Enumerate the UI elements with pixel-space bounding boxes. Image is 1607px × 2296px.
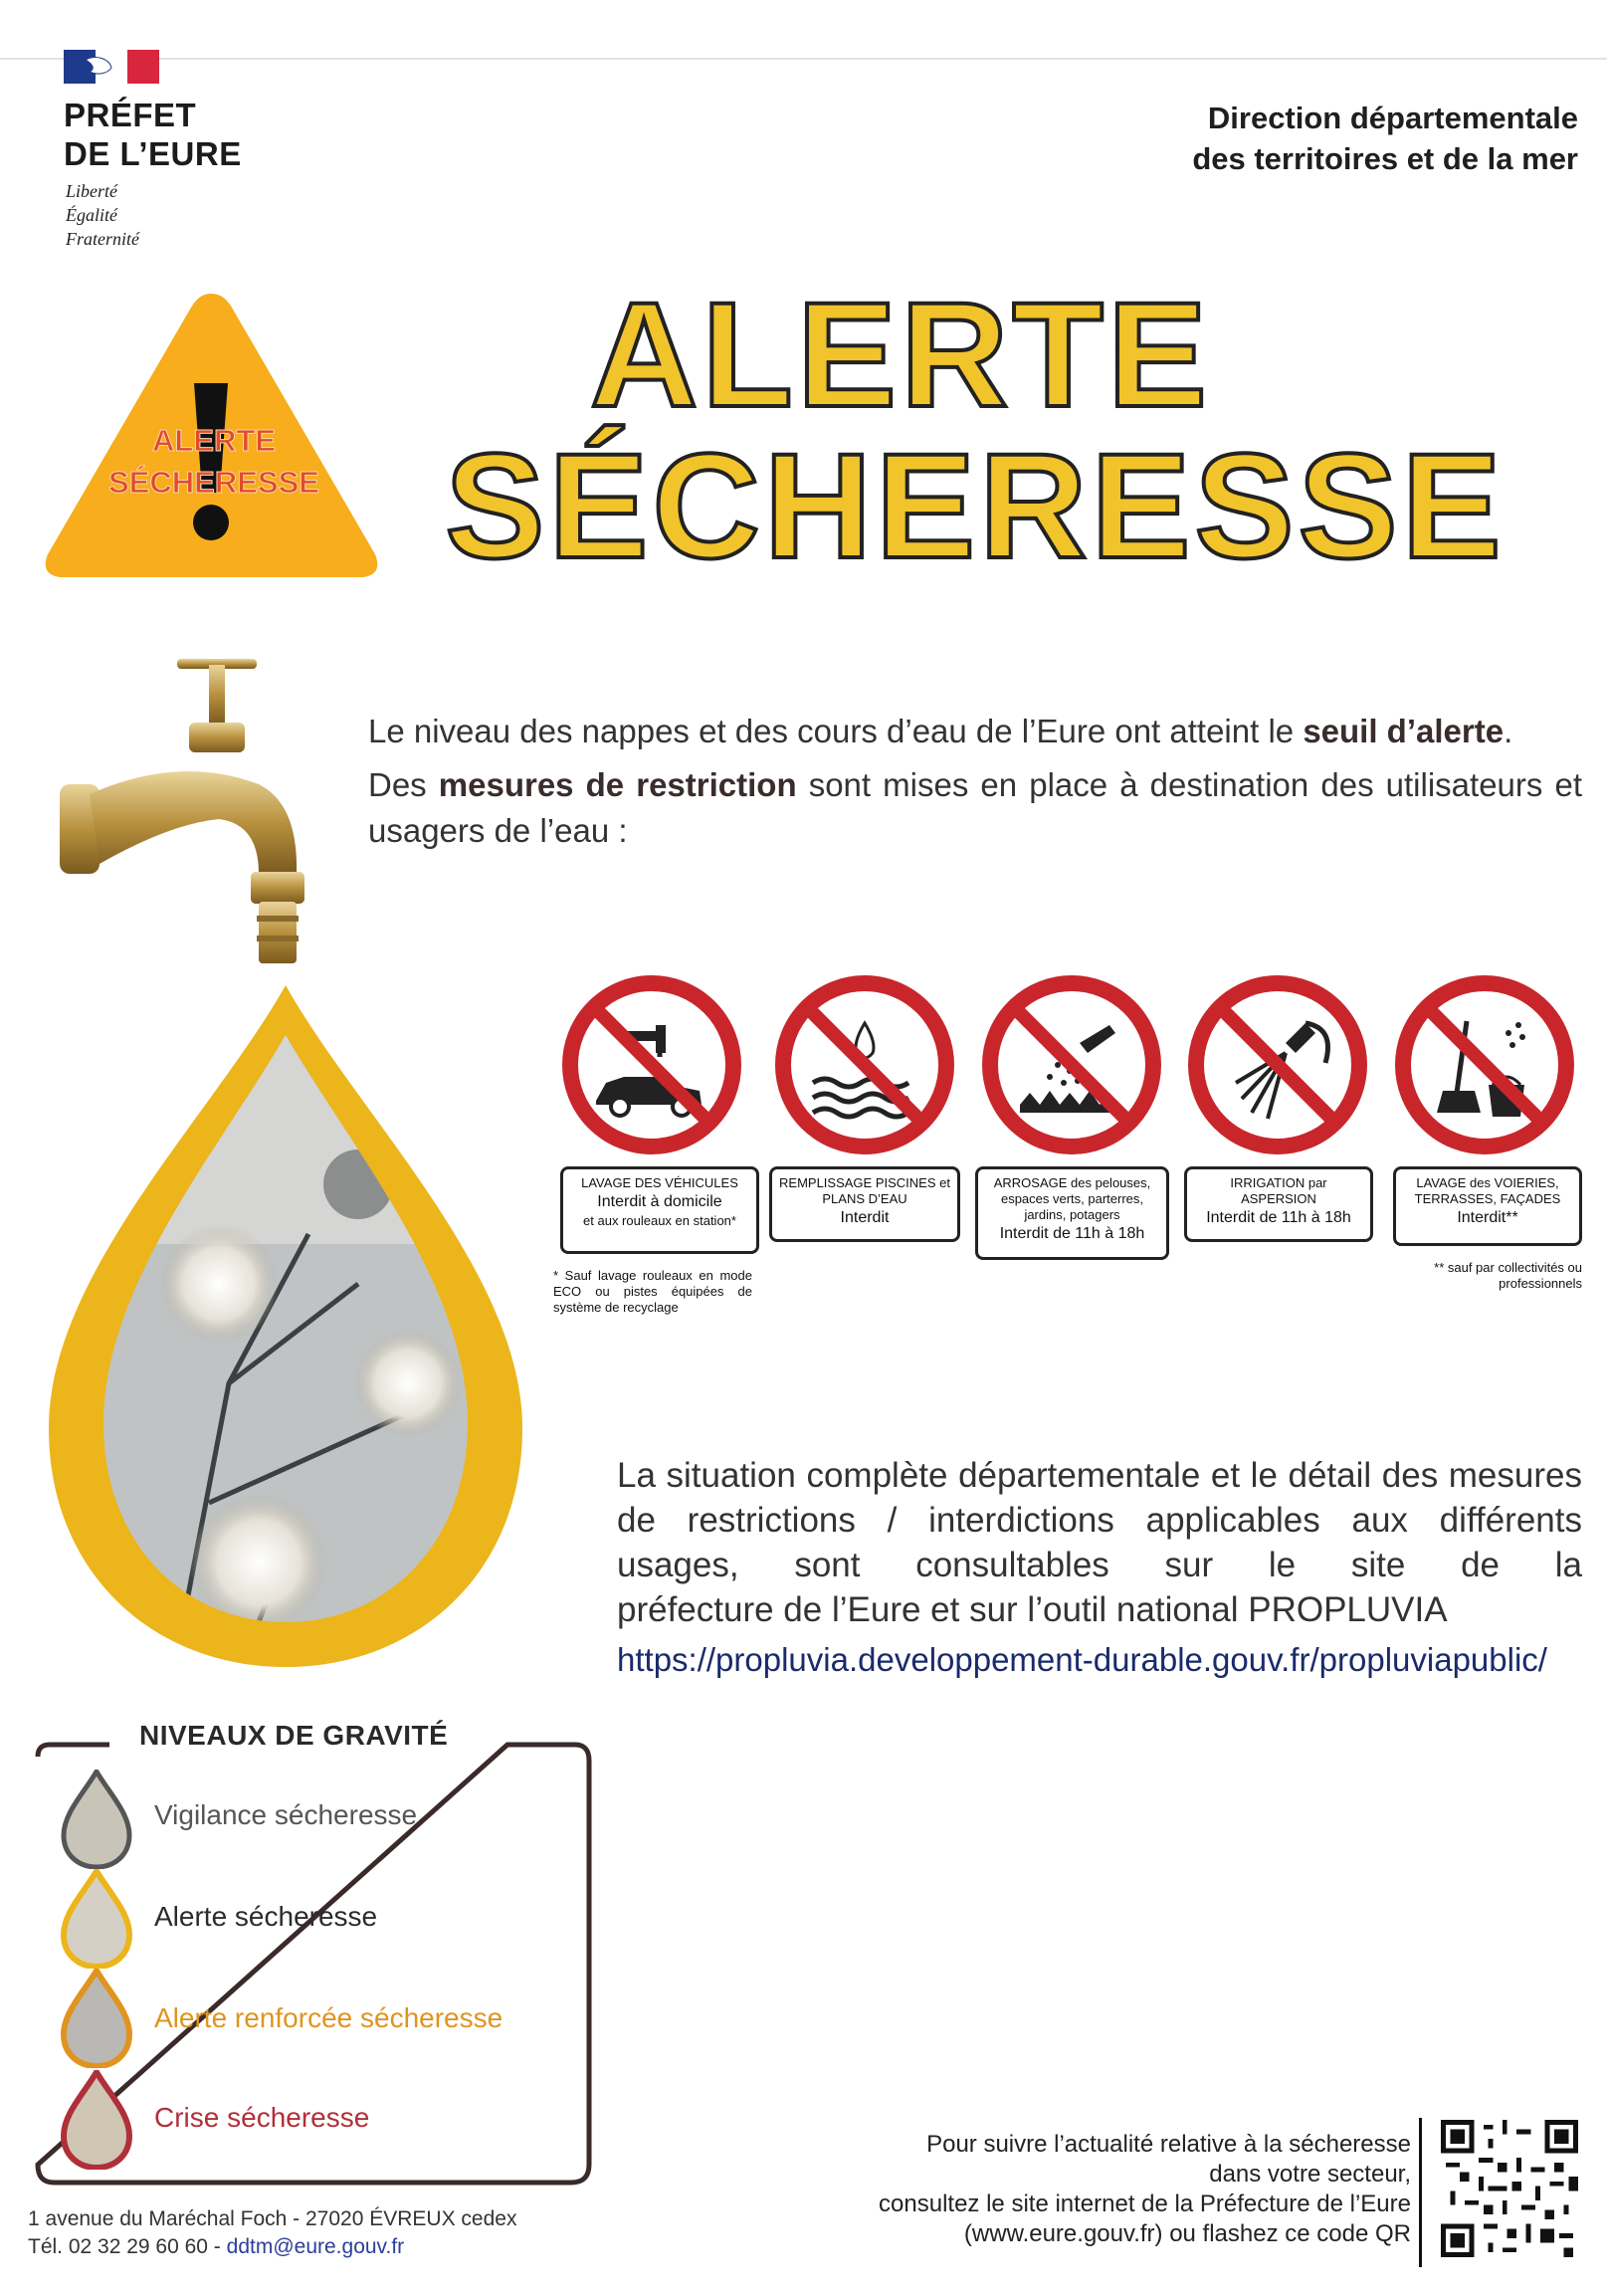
- alerte-drop-icon: [60, 1869, 133, 1969]
- measure-title: ARROSAGE des pelouses, espaces verts, parterres, jardins, potagers: [993, 1175, 1151, 1222]
- level-vigilance: Vigilance sécheresse: [154, 1799, 418, 1830]
- qr-code-icon[interactable]: [1441, 2120, 1578, 2257]
- prefet-line1: PRÉFET: [64, 97, 197, 133]
- footer-divider: [1419, 2118, 1422, 2267]
- intro-p2-bold: mesures de restriction: [438, 766, 797, 803]
- title-line1: ALERTE: [590, 271, 1211, 438]
- top-divider: [0, 58, 1607, 60]
- situation-text: [617, 1453, 1582, 1632]
- contact-line: [28, 2233, 516, 2261]
- marianne-logo: [64, 50, 159, 84]
- no-pool-filling-icon: [773, 973, 957, 1157]
- follow-text: [879, 2130, 1411, 2249]
- measure-box-irrigation: [1184, 1166, 1373, 1242]
- email-link[interactable]: ddtm@eure.gouv.fr: [226, 2235, 405, 2258]
- level-alerte-renforcee: Alerte renforcée sécheresse: [154, 2002, 503, 2033]
- follow-line1: Pour suivre l’actualité relative à la sécheresse: [926, 2131, 1411, 2158]
- page-title: [418, 271, 1532, 589]
- devise-fraternite: Fraternité: [66, 229, 139, 249]
- vigilance-drop-icon: [60, 1770, 133, 1869]
- measure-title: LAVAGE des VOIERIES, TERRASSES, FAÇADES: [1414, 1175, 1561, 1206]
- address-line: 1 avenue du Maréchal Foch - 27020 ÉVREUX cedex: [28, 2207, 517, 2230]
- situation-last-line: préfecture de l’Eure et sur l’outil national PROPLUVIA: [617, 1590, 1448, 1629]
- measure-rule: Interdit**: [1457, 1209, 1518, 1226]
- intro-text: [368, 709, 1582, 862]
- ddtm-line1: Direction départementale: [1207, 101, 1578, 135]
- measure-title: LAVAGE DES VÉHICULES: [581, 1175, 738, 1190]
- crise-drop-icon: [60, 2070, 133, 2170]
- intro-p1-end: .: [1504, 713, 1513, 749]
- measure-rule: Interdit: [840, 1209, 890, 1226]
- ddtm-line2: des territoires et de la mer: [1192, 141, 1578, 176]
- follow-line2: dans votre secteur,: [1209, 2161, 1411, 2188]
- measure-box-streets: [1393, 1166, 1582, 1246]
- measure-box-pools: [769, 1166, 960, 1242]
- prefet-line2: DE L’EURE: [64, 135, 242, 172]
- no-watering-icon: [980, 973, 1164, 1157]
- measure-rule: Interdit à domicile: [597, 1193, 722, 1210]
- measure-rule: Interdit de 11h à 18h: [999, 1225, 1145, 1242]
- follow-line4[interactable]: (www.eure.gouv.fr) ou flashez ce code QR: [963, 2220, 1411, 2247]
- intro-p2-start: Des: [368, 766, 439, 803]
- badge-text: [70, 420, 358, 504]
- alerte-renforcee-drop-icon: [60, 1969, 133, 2068]
- devise: [66, 179, 139, 251]
- prefet-name: [64, 96, 242, 173]
- title-line2: SÉCHERESSE: [445, 422, 1506, 589]
- follow-line3: consultez le site internet de la Préfecture de l’Eure: [879, 2191, 1411, 2217]
- ddtm-heading: [1192, 98, 1578, 179]
- measure-rule: Interdit de 11h à 18h: [1206, 1209, 1351, 1226]
- footer-address: [28, 2205, 516, 2261]
- badge-line2: SÉCHERESSE: [108, 465, 319, 500]
- level-crise: Crise sécheresse: [154, 2102, 370, 2133]
- devise-liberte: Liberté: [66, 181, 117, 201]
- measure-title: REMPLISSAGE PISCINES et PLANS D’EAU: [779, 1175, 950, 1206]
- intro-p2-text: sont mises en place à destination des utilisateurs et usagers de l’eau :: [368, 766, 1582, 849]
- measure-box-vehicles: [560, 1166, 759, 1254]
- badge-line1: ALERTE: [152, 423, 276, 458]
- measure-rule-detail: et aux rouleaux en station*: [583, 1213, 736, 1228]
- intro-p1-text: Le niveau des nappes et des cours d’eau de l’Eure ont atteint le: [368, 713, 1304, 749]
- water-tap-icon: [60, 645, 343, 973]
- no-vehicle-washing-icon: [560, 973, 744, 1157]
- intro-paragraph-2: [368, 762, 1582, 854]
- phone-number: Tél. 02 32 29 60 60 -: [28, 2235, 227, 2258]
- no-street-washing-icon: [1393, 973, 1577, 1157]
- situation-paragraph: La situation complète départementale et le détail des mesures de restrictions / interdictions applicables aux différents usages, sont consultables sur le site de la: [617, 1456, 1582, 1584]
- propluvia-link[interactable]: https://propluvia.developpement-durable.gouv.fr/propluviapublic/: [617, 1641, 1547, 1678]
- intro-p1-bold: seuil d’alerte: [1303, 713, 1505, 749]
- level-alerte: Alerte sécheresse: [154, 1901, 378, 1932]
- measure-note-vehicles: * Sauf lavage rouleaux en mode ECO ou pistes équipées de système de recyclage: [553, 1268, 752, 1315]
- measure-box-watering: [975, 1166, 1169, 1260]
- intro-paragraph-1: [368, 709, 1582, 754]
- no-irrigation-icon: [1186, 973, 1370, 1157]
- devise-egalite: Égalité: [66, 205, 117, 225]
- drought-drop-illustration: [30, 985, 542, 1672]
- levels-title: NIVEAUX DE GRAVITÉ: [139, 1720, 449, 1751]
- measure-title: IRRIGATION par ASPERSION: [1230, 1175, 1327, 1206]
- measure-note-streets: ** sauf par collectivités ou professionnels: [1434, 1260, 1582, 1291]
